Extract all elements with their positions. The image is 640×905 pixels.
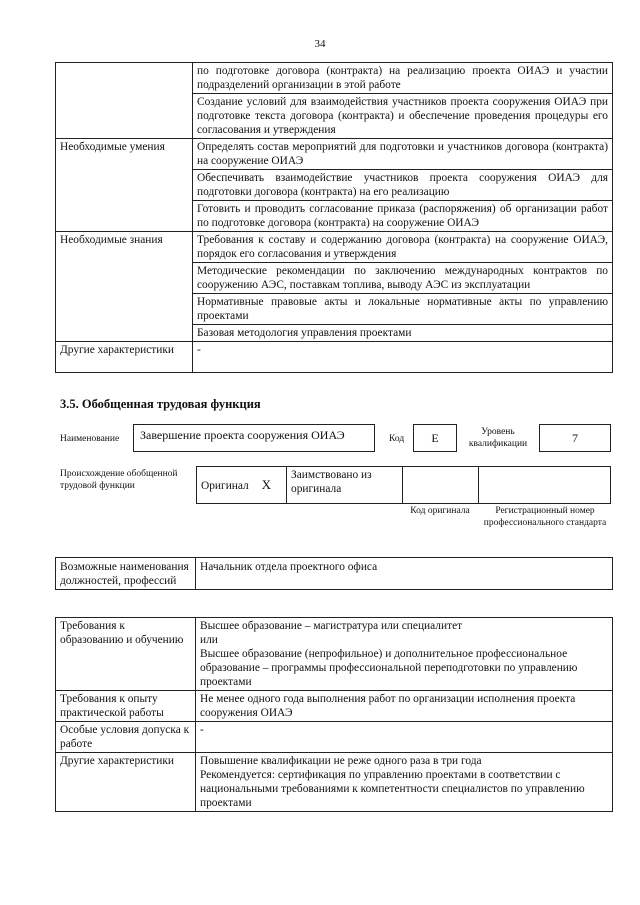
table-cell: - [193, 342, 613, 373]
requirement-value [196, 691, 613, 722]
table-cell: Требования к составу и содержанию договора (контракта) на сооружение ОИАЭ, порядок его согласования и утверждения [193, 232, 613, 263]
requirement-line: или [200, 634, 218, 646]
original-mark: X [261, 476, 271, 492]
requirement-line: Высшее образование (непрофильное) и дополнительное профессиональное образование – программы профессиональной переподготовки по управлению проектами [200, 648, 578, 688]
requirement-line: Не менее одного года выполнения работ по организации исполнения проекта сооружения ОИАЭ [200, 693, 576, 719]
level-box [539, 424, 611, 452]
function-name-box [133, 424, 375, 452]
table-row [56, 63, 613, 94]
competency-table [55, 62, 613, 373]
row-label-knowledge: Необходимые знания [56, 232, 193, 342]
code-caption: Код оригинала [410, 506, 470, 516]
table-row [56, 94, 613, 139]
code-origin-cell [403, 467, 479, 504]
requirement-line: - [200, 724, 204, 736]
section-title: 3.5. Обобщенная трудовая функция [60, 397, 261, 411]
requirements-table [55, 617, 613, 812]
table-row [56, 691, 613, 722]
requirement-label: Другие характеристики [56, 753, 196, 812]
table-cell: Создание условий для взаимодействия участников проекта сооружения ОИАЭ при подготовке текста договора (контракта) и обеспечение проведения процедуры его согласования и утверждения [193, 94, 613, 139]
level-label: Уровень квалификации [468, 427, 528, 449]
table-cell: Нормативные правовые акты и локальные нормативные акты по управлению проектами [193, 294, 613, 325]
requirement-label: Особые условия допуска к работе [56, 722, 196, 753]
requirement-line: Рекомендуется: сертификация по управлению проектами в соответствии с национальными требованиями к компетентности специалистов по управлению проектами [200, 769, 585, 809]
table-row [56, 232, 613, 263]
reg-number-cell [479, 467, 611, 504]
requirement-label: Требования к опыту практической работы [56, 691, 196, 722]
table-row [56, 753, 613, 812]
page-number: 34 [314, 38, 326, 50]
table-cell: по подготовке договора (контракта) на реализацию проекта ОИАЭ и участии подразделений организации в этой работе [193, 63, 613, 94]
original-cell [197, 467, 287, 504]
table-cell: Базовая методология управления проектами [193, 325, 613, 342]
table-cell: Готовить и проводить согласование приказа (распоряжения) об организации работ по подготовке договора (контракта) на сооружение ОИАЭ [193, 201, 613, 232]
table-row [56, 618, 613, 691]
table-row [56, 722, 613, 753]
code-value: E [431, 431, 439, 445]
table-cell: Определять состав мероприятий для подготовки и участников договора (контракта) на сооружение ОИАЭ [193, 139, 613, 170]
row-label-skills: Необходимые умения [56, 139, 193, 232]
origin-table [196, 466, 611, 504]
requirement-label: Требования к образованию и обучению [56, 618, 196, 691]
requirement-line: Высшее образование – магистратура или специалитет [200, 620, 463, 632]
requirement-line: Повышение квалификации не реже одного раза в три года [200, 755, 482, 767]
reg-caption: Регистрационный номер профессионального стандарта [483, 506, 607, 528]
requirement-value [196, 618, 613, 691]
positions-table [55, 557, 613, 590]
name-label: Наименование [60, 434, 120, 444]
code-box [413, 424, 457, 452]
original-label: Оригинал [201, 479, 249, 492]
positions-value: Начальник отдела проектного офиса [196, 558, 613, 590]
table-cell: Методические рекомендации по заключению международных контрактов по сооружению АЭС, поставкам топлива, выводу АЭС из эксплуатации [193, 263, 613, 294]
borrowed-cell: Заимствовано из оригинала [287, 467, 403, 504]
level-value: 7 [572, 431, 578, 445]
positions-label: Возможные наименования должностей, профессий [56, 558, 196, 590]
function-name: Завершение проекта сооружения ОИАЭ [140, 428, 345, 442]
table-row [197, 467, 611, 504]
requirement-value [196, 722, 613, 753]
code-label: Код [389, 434, 405, 444]
origin-label: Происхождение обобщенной трудовой функции [60, 469, 178, 491]
table-row [56, 342, 613, 373]
table-row [56, 558, 613, 590]
table-row [56, 139, 613, 170]
requirement-value [196, 753, 613, 812]
row-label-other: Другие характеристики [56, 342, 193, 373]
table-cell: Обеспечивать взаимодействие участников проекта сооружения ОИАЭ для подготовки договора (контракта) на его реализацию [193, 170, 613, 201]
